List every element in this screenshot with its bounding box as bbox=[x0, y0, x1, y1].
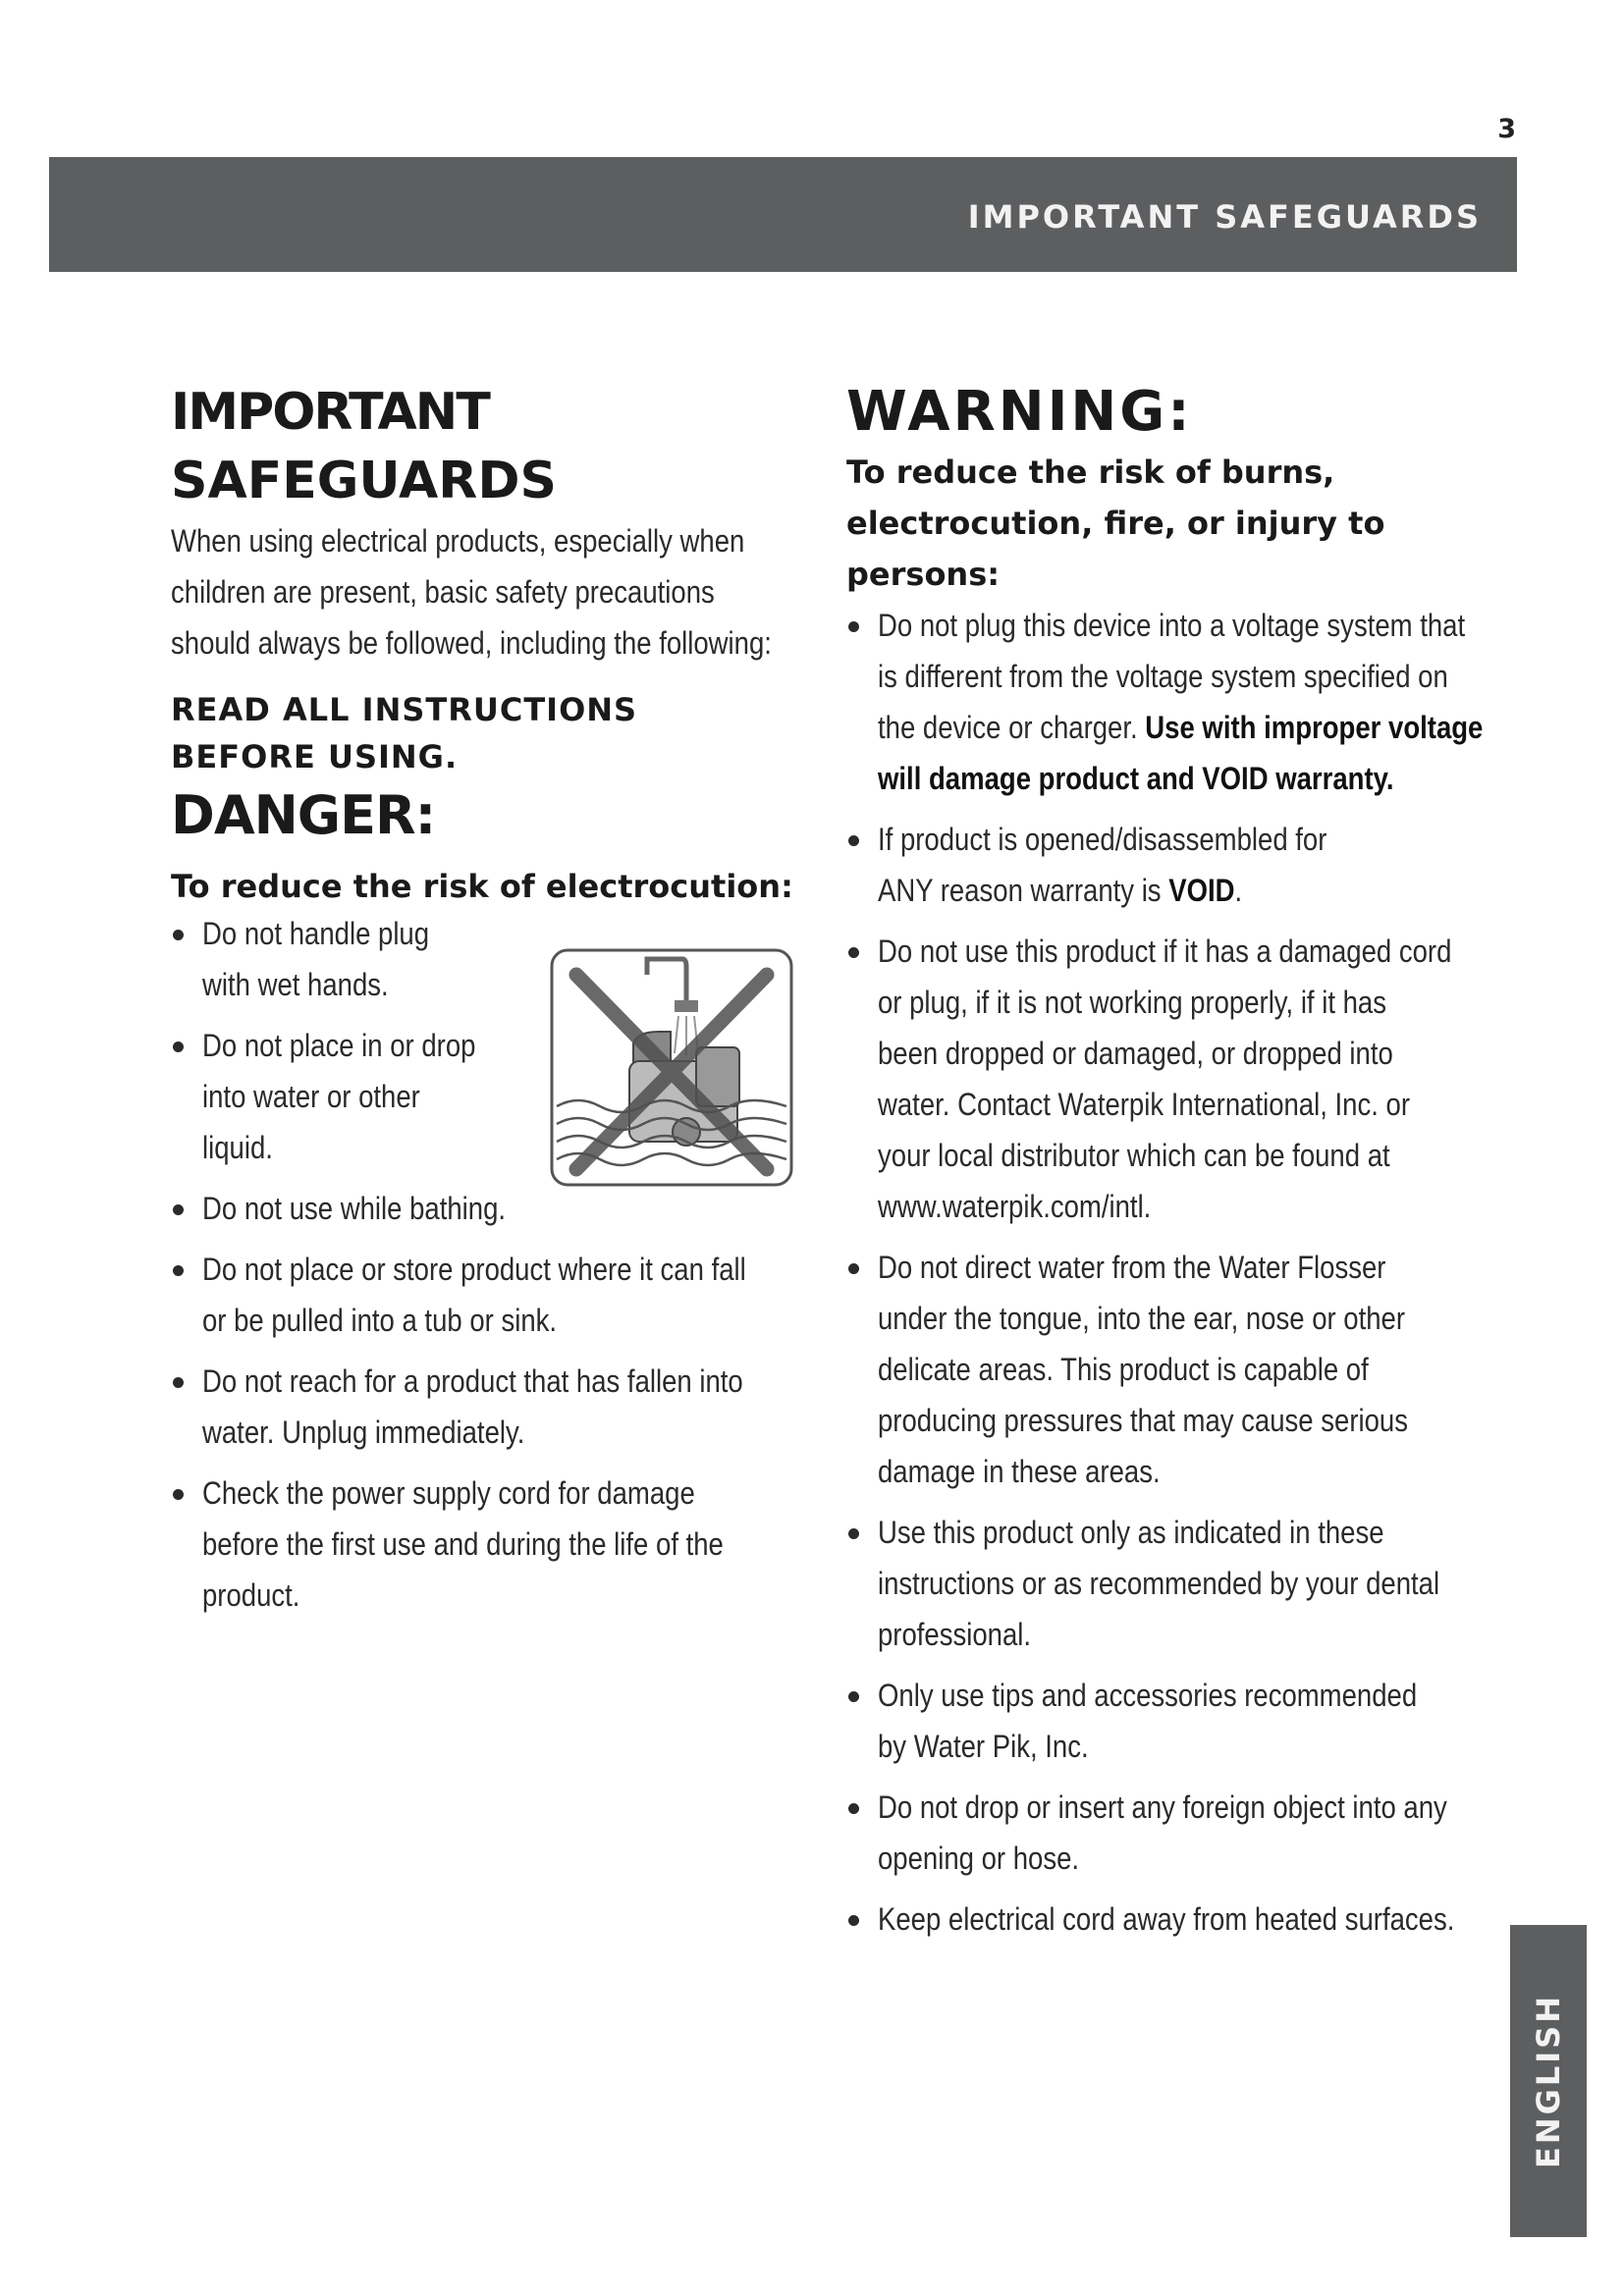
list-item-text: Do not place or store product where it can fall or be pulled into a tub or sink. bbox=[202, 1252, 746, 1338]
danger-title: DANGER: bbox=[171, 784, 436, 846]
no-water-warning-icon bbox=[549, 947, 794, 1188]
list-item bbox=[846, 1894, 1494, 1945]
list-item bbox=[846, 600, 1494, 804]
voltage-warning-bold: Use with improper voltage will damage product and VOID warranty. bbox=[878, 710, 1484, 796]
list-item-text: Check the power supply cord for damage before the first use and during the life of the product. bbox=[202, 1475, 724, 1613]
list-item-text: Keep electrical cord away from heated surfaces. bbox=[878, 1901, 1455, 1937]
page-number: 3 bbox=[1497, 114, 1516, 144]
list-item bbox=[171, 1356, 799, 1458]
bullet-icon bbox=[173, 1041, 184, 1052]
voltage-warning-text: Do not plug this device into a voltage system that is different from the voltage system specified on the device or charger. bbox=[878, 608, 1466, 745]
warranty-text: If product is opened/disassembled for ANY reason warranty is bbox=[878, 822, 1327, 908]
list-item-text: Only use tips and accessories recommended by Water Pik, Inc. bbox=[878, 1678, 1418, 1764]
warning-list bbox=[846, 600, 1494, 1945]
list-item bbox=[846, 1242, 1494, 1497]
safeguards-title-line1: IMPORTANT bbox=[171, 383, 489, 442]
read-instructions-heading bbox=[171, 686, 799, 780]
warranty-period: . bbox=[1234, 873, 1243, 908]
list-item bbox=[171, 1183, 566, 1234]
list-item-text: Do not drop or insert any foreign object into any opening or hose. bbox=[878, 1789, 1447, 1876]
bullet-icon bbox=[848, 1263, 859, 1274]
bullet-icon bbox=[848, 835, 859, 846]
safeguards-intro: When using electrical products, especially when children are present, basic safety precautions should always be followed, including the following: bbox=[171, 523, 772, 661]
bullet-icon bbox=[848, 947, 859, 958]
list-item-text: Do not use this product if it has a damaged cord or plug, if it is not working properly, if it has been dropped or damaged, or dropped into water. Contact Waterpik International, Inc. or your local distributor which can be found at www.waterpik.com/intl. bbox=[878, 934, 1452, 1224]
header-bar bbox=[49, 157, 1517, 272]
list-item-text: Do not place in or drop into water or other liquid. bbox=[202, 1028, 476, 1165]
bullet-icon bbox=[173, 930, 184, 940]
bullet-icon bbox=[173, 1204, 184, 1215]
warning-title: WARNING: bbox=[846, 380, 1193, 444]
bullet-icon bbox=[173, 1265, 184, 1276]
list-item-text bbox=[878, 814, 1384, 916]
safeguards-title bbox=[171, 378, 799, 515]
left-column bbox=[171, 378, 799, 1630]
list-item bbox=[846, 1670, 1494, 1772]
list-item bbox=[846, 1507, 1494, 1660]
list-item bbox=[171, 1020, 566, 1173]
read-instructions-line1: READ ALL INSTRUCTIONS bbox=[171, 691, 638, 728]
language-tab bbox=[1510, 1925, 1587, 2237]
warranty-void-bold: VOID bbox=[1168, 873, 1235, 908]
list-item-text: Do not direct water from the Water Flosser under the tongue, into the ear, nose or other delicate areas. This product is capable of producing pressures that may cause serious damage in these areas. bbox=[878, 1250, 1408, 1489]
list-item bbox=[846, 1782, 1494, 1884]
list-item-text: Do not reach for a product that has fallen into water. Unplug immediately. bbox=[202, 1363, 743, 1450]
bullet-icon bbox=[173, 1377, 184, 1388]
bullet-icon bbox=[848, 621, 859, 632]
language-tab-label: ENGLISH bbox=[1530, 1993, 1567, 2169]
list-item bbox=[171, 1468, 799, 1621]
list-item bbox=[846, 814, 1494, 916]
bullet-icon bbox=[848, 1803, 859, 1814]
bullet-icon bbox=[848, 1691, 859, 1702]
list-item-text: Do not handle plug with wet hands. bbox=[202, 916, 430, 1002]
warning-subtitle: To reduce the risk of burns, electrocution, fire, or injury to persons: bbox=[846, 454, 1385, 593]
list-item-text: Use this product only as indicated in these instructions or as recommended by your dental professional. bbox=[878, 1515, 1440, 1652]
bullet-icon bbox=[173, 1489, 184, 1500]
list-item bbox=[171, 908, 526, 1010]
list-item bbox=[171, 1244, 799, 1346]
list-item-text bbox=[878, 600, 1486, 804]
header-title: IMPORTANT SAFEGUARDS bbox=[967, 198, 1482, 236]
danger-subtitle: To reduce the risk of electrocution: bbox=[171, 868, 793, 905]
read-instructions-line2: BEFORE USING. bbox=[171, 738, 459, 775]
bullet-icon bbox=[848, 1915, 859, 1926]
right-column bbox=[846, 378, 1494, 1954]
list-item-text: Do not use while bathing. bbox=[202, 1191, 507, 1226]
list-item bbox=[846, 926, 1494, 1232]
safeguards-title-line2: SAFEGUARDS bbox=[171, 452, 557, 510]
bullet-icon bbox=[848, 1528, 859, 1539]
